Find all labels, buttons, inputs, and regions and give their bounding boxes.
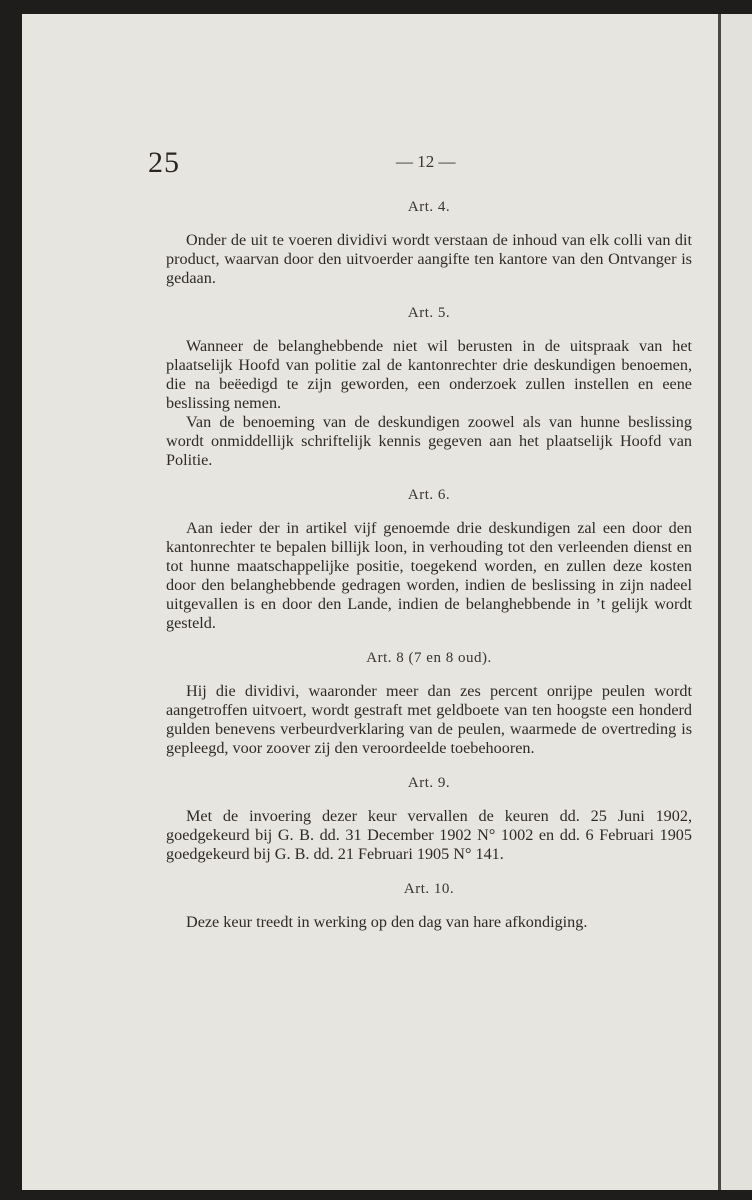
article-8 [166, 649, 692, 758]
article-5 [166, 304, 692, 470]
next-page-edge [718, 14, 752, 1190]
article-paragraph: Van de benoeming van de deskundigen zoowel als van hunne beslissing wordt onmiddellijk schriftelijk kennis gegeven aan het plaatselijk Hoofd van Politie. [166, 413, 692, 469]
article-heading: Art. 10. [403, 881, 455, 897]
article-heading: Art. 8 (7 en 8 oud). [366, 650, 492, 666]
article-4 [166, 198, 692, 288]
article-heading: Art. 5. [407, 305, 451, 321]
article-paragraph: Wanneer de belanghebbende niet wil berusten in de uitspraak van het plaatselijk Hoofd van politie zal de kantonrechter drie deskundigen benoemen, die na beëedigd te zijn geworden, een onderzoek zullen instellen en eene beslissing nemen. [166, 337, 692, 412]
page-header [148, 146, 650, 182]
article-paragraph: Onder de uit te voeren dividivi wordt verstaan de inhoud van elk colli van dit product, waarvan door den uitvoerder aangifte ten kantore van den Ontvanger is gedaan. [166, 231, 692, 287]
article-6 [166, 486, 692, 633]
page-number: — 12 — [396, 152, 456, 171]
article-heading: Art. 9. [407, 775, 451, 791]
folio-number: 25 [148, 146, 180, 179]
article-paragraph: Hij die dividivi, waaronder meer dan zes percent onrijpe peulen wordt aangetroffen uitvoert, wordt gestraft met geldboete van ten hoogste een honderd gulden benevens verbeurdverklaring van de peulen, waarmede de overtreding is gepleegd, voor zoover zij den veroordeelde toebehooren. [166, 682, 692, 757]
article-heading: Art. 6. [407, 487, 451, 503]
article-paragraph: Aan ieder der in artikel vijf genoemde drie deskundigen zal een door den kantonrechter te bepalen billijk loon, in verhouding tot den verleenden dienst en tot hunne maatschappelijke positie, toegekend worden, en zullen deze kosten door den belanghebbende gedragen worden, indien de beslissing in zijn nadeel uitgevallen is en door den Lande, indien de belanghebbende in ’t gelijk wordt gesteld. [166, 519, 692, 632]
article-10 [166, 880, 692, 932]
article-9 [166, 774, 692, 864]
article-paragraph: Met de invoering dezer keur vervallen de keuren dd. 25 Juni 1902, goedgekeurd bij G. B. dd. 31 December 1902 N° 1002 en dd. 6 Februari 1905 goedgekeurd bij G. B. dd. 21 Februari 1905 N° 141. [166, 807, 692, 863]
body-text [166, 190, 692, 932]
article-heading: Art. 4. [407, 199, 451, 215]
article-paragraph: Deze keur treedt in werking op den dag van hare afkondiging. [186, 913, 588, 931]
